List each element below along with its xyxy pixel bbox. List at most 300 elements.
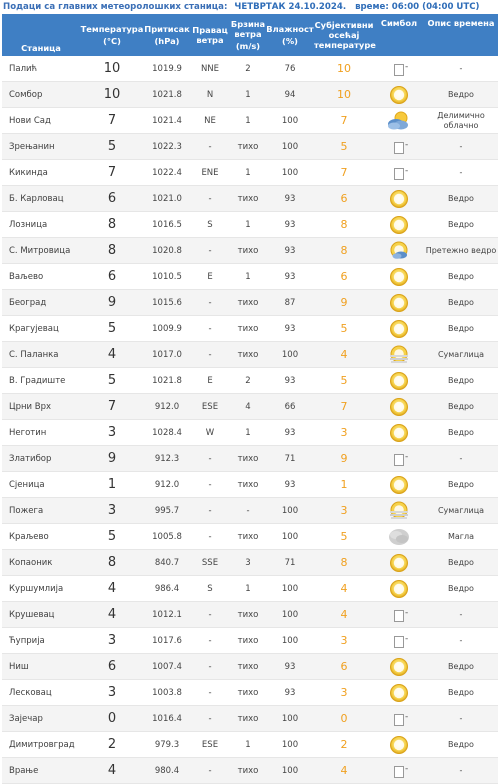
temperature-value: 7 — [80, 394, 144, 420]
table-row — [2, 628, 498, 654]
col-symbol: Симбол — [374, 14, 424, 56]
sun-icon — [388, 584, 410, 594]
wind-speed-value: тихо — [230, 602, 266, 628]
weather-symbol-cell — [374, 680, 424, 706]
pressure-value: 1021.8 — [144, 368, 190, 394]
station-name: Златибор — [2, 446, 80, 472]
temperature-value: 8 — [80, 550, 144, 576]
weather-symbol-cell — [374, 706, 424, 732]
feels-like-value: 4 — [314, 758, 374, 784]
humidity-value: 100 — [266, 628, 314, 654]
pressure-value: 1021.0 — [144, 186, 190, 212]
wind-speed-value: тихо — [230, 758, 266, 784]
sun-icon — [388, 272, 410, 282]
wind-speed-value: тихо — [230, 134, 266, 160]
humidity-value: 93 — [266, 654, 314, 680]
broken-image-icon — [393, 142, 405, 152]
col-humidity: Влажност (%) — [266, 14, 314, 56]
mostly-sunny-icon — [388, 246, 410, 256]
humidity-value: 100 — [266, 108, 314, 134]
pressure-value: 1019.9 — [144, 56, 190, 82]
feels-like-value: 7 — [314, 160, 374, 186]
weather-symbol-cell — [374, 108, 424, 134]
pressure-value: 1012.1 — [144, 602, 190, 628]
wind-speed-value: тихо — [230, 654, 266, 680]
wind-speed-value: тихо — [230, 186, 266, 212]
table-header-row — [2, 14, 498, 56]
wind-direction-value: - — [190, 706, 230, 732]
weather-symbol-cell — [374, 316, 424, 342]
station-name: Сјеница — [2, 472, 80, 498]
fog-icon — [388, 532, 410, 542]
weather-description: Сумаглица — [424, 342, 498, 368]
weather-symbol-cell — [374, 82, 424, 108]
wind-direction-value: - — [190, 654, 230, 680]
weather-symbol-cell — [374, 420, 424, 446]
wind-direction-value: - — [190, 602, 230, 628]
station-name: Пожега — [2, 498, 80, 524]
wind-direction-value: - — [190, 342, 230, 368]
pressure-value: 1016.4 — [144, 706, 190, 732]
weather-symbol-cell — [374, 290, 424, 316]
wind-direction-value: E — [190, 368, 230, 394]
humidity-value: 93 — [266, 316, 314, 342]
wind-speed-value: тихо — [230, 316, 266, 342]
haze-icon — [388, 506, 410, 516]
weather-description: Ведро — [424, 290, 498, 316]
table-row — [2, 732, 498, 758]
wind-speed-value: 1 — [230, 160, 266, 186]
weather-symbol-cell — [374, 238, 424, 264]
sun-icon — [388, 480, 410, 490]
table-row — [2, 654, 498, 680]
weather-symbol-cell — [374, 498, 424, 524]
humidity-value: 93 — [266, 212, 314, 238]
weather-symbol-cell — [374, 160, 424, 186]
wind-direction-value: - — [190, 628, 230, 654]
feels-like-value: 3 — [314, 680, 374, 706]
caption-date: ЧЕТВРТАК 24.10.2024. — [234, 2, 347, 12]
temperature-value: 4 — [80, 576, 144, 602]
humidity-value: 71 — [266, 446, 314, 472]
weather-symbol-cell — [374, 186, 424, 212]
wind-direction-value: NNE — [190, 56, 230, 82]
pressure-value: 1010.5 — [144, 264, 190, 290]
wind-direction-value: NE — [190, 108, 230, 134]
wind-speed-value: 1 — [230, 82, 266, 108]
weather-symbol-cell — [374, 56, 424, 82]
wind-direction-value: - — [190, 680, 230, 706]
temperature-value: 1 — [80, 472, 144, 498]
station-name: Врање — [2, 758, 80, 784]
broken-image-icon — [393, 610, 405, 620]
table-row — [2, 238, 498, 264]
humidity-value: 100 — [266, 758, 314, 784]
feels-like-value: 5 — [314, 316, 374, 342]
weather-table — [2, 14, 498, 784]
wind-speed-value: 1 — [230, 732, 266, 758]
weather-description: Ведро — [424, 680, 498, 706]
sun-icon — [388, 662, 410, 672]
broken-image-icon — [393, 714, 405, 724]
wind-direction-value: - — [190, 498, 230, 524]
temperature-value: 4 — [80, 758, 144, 784]
wind-speed-value: тихо — [230, 472, 266, 498]
wind-speed-value: тихо — [230, 342, 266, 368]
feels-like-value: 0 — [314, 706, 374, 732]
weather-symbol-cell — [374, 576, 424, 602]
weather-symbol-cell — [374, 264, 424, 290]
col-wind-speed: Брзина ветра (m/s) — [230, 14, 266, 56]
partly-cloudy-icon — [386, 116, 412, 126]
table-row — [2, 368, 498, 394]
wind-speed-value: тихо — [230, 628, 266, 654]
station-name: Копаоник — [2, 550, 80, 576]
table-row — [2, 264, 498, 290]
humidity-value: 76 — [266, 56, 314, 82]
weather-description: Делимично облачно — [424, 108, 498, 134]
wind-direction-value: S — [190, 576, 230, 602]
temperature-value: 5 — [80, 316, 144, 342]
weather-description: Ведро — [424, 732, 498, 758]
wind-direction-value: ESE — [190, 394, 230, 420]
weather-description: Сумаглица — [424, 498, 498, 524]
broken-image-icon — [393, 636, 405, 646]
humidity-value: 93 — [266, 472, 314, 498]
station-name: Б. Карловац — [2, 186, 80, 212]
temperature-value: 10 — [80, 56, 144, 82]
broken-image-icon — [393, 168, 405, 178]
temperature-value: 9 — [80, 290, 144, 316]
feels-like-value: 8 — [314, 212, 374, 238]
pressure-value: 1020.8 — [144, 238, 190, 264]
weather-description: - — [424, 56, 498, 82]
station-name: Кикинда — [2, 160, 80, 186]
weather-description: Ведро — [424, 420, 498, 446]
humidity-value: 71 — [266, 550, 314, 576]
feels-like-value: 9 — [314, 446, 374, 472]
sun-icon — [388, 90, 410, 100]
sun-icon — [388, 324, 410, 334]
table-row — [2, 758, 498, 784]
wind-speed-value: 1 — [230, 264, 266, 290]
wind-speed-value: - — [230, 498, 266, 524]
station-name: Краљево — [2, 524, 80, 550]
col-description: Опис времена — [424, 14, 498, 56]
temperature-value: 3 — [80, 420, 144, 446]
feels-like-value: 5 — [314, 524, 374, 550]
wind-direction-value: S — [190, 212, 230, 238]
station-name: Лесковац — [2, 680, 80, 706]
wind-direction-value: W — [190, 420, 230, 446]
weather-symbol-cell — [374, 446, 424, 472]
sun-icon — [388, 428, 410, 438]
table-row — [2, 472, 498, 498]
pressure-value: 1009.9 — [144, 316, 190, 342]
wind-direction-value: ESE — [190, 732, 230, 758]
weather-description: Ведро — [424, 316, 498, 342]
feels-like-value: 10 — [314, 56, 374, 82]
wind-direction-value: - — [190, 186, 230, 212]
broken-image-icon — [393, 766, 405, 776]
feels-like-value: 7 — [314, 394, 374, 420]
feels-like-value: 3 — [314, 628, 374, 654]
table-row — [2, 186, 498, 212]
humidity-value: 100 — [266, 576, 314, 602]
feels-like-value: 1 — [314, 472, 374, 498]
station-name: Зајечар — [2, 706, 80, 732]
weather-symbol-cell — [374, 342, 424, 368]
humidity-value: 93 — [266, 368, 314, 394]
humidity-value: 93 — [266, 420, 314, 446]
pressure-value: 912.0 — [144, 394, 190, 420]
weather-description: - — [424, 160, 498, 186]
pressure-value: 1005.8 — [144, 524, 190, 550]
wind-speed-value: тихо — [230, 446, 266, 472]
caption — [0, 0, 501, 14]
humidity-value: 93 — [266, 680, 314, 706]
sun-icon — [388, 298, 410, 308]
weather-description: Ведро — [424, 368, 498, 394]
feels-like-value: 4 — [314, 602, 374, 628]
wind-direction-value: - — [190, 524, 230, 550]
temperature-value: 2 — [80, 732, 144, 758]
temperature-value: 9 — [80, 446, 144, 472]
temperature-value: 3 — [80, 498, 144, 524]
weather-description: - — [424, 758, 498, 784]
pressure-value: 979.3 — [144, 732, 190, 758]
humidity-value: 100 — [266, 160, 314, 186]
pressure-value: 980.4 — [144, 758, 190, 784]
station-name: Палић — [2, 56, 80, 82]
weather-description: Ведро — [424, 550, 498, 576]
wind-direction-value: N — [190, 82, 230, 108]
humidity-value: 94 — [266, 82, 314, 108]
pressure-value: 986.4 — [144, 576, 190, 602]
caption-time: време: 06:00 (04:00 UTC) — [355, 2, 480, 12]
sun-icon — [388, 558, 410, 568]
wind-speed-value: тихо — [230, 680, 266, 706]
weather-description: - — [424, 706, 498, 732]
station-name: С. Паланка — [2, 342, 80, 368]
humidity-value: 87 — [266, 290, 314, 316]
haze-icon — [388, 350, 410, 360]
temperature-value: 3 — [80, 680, 144, 706]
weather-symbol-cell — [374, 394, 424, 420]
pressure-value: 1017.0 — [144, 342, 190, 368]
weather-description: Ведро — [424, 212, 498, 238]
station-name: Нови Сад — [2, 108, 80, 134]
feels-like-value: 3 — [314, 420, 374, 446]
weather-description: Ведро — [424, 576, 498, 602]
temperature-value: 0 — [80, 706, 144, 732]
wind-speed-value: 1 — [230, 576, 266, 602]
humidity-value: 66 — [266, 394, 314, 420]
humidity-value: 100 — [266, 524, 314, 550]
wind-speed-value: тихо — [230, 290, 266, 316]
table-row — [2, 134, 498, 160]
wind-direction-value: - — [190, 238, 230, 264]
feels-like-value: 5 — [314, 368, 374, 394]
weather-description: - — [424, 628, 498, 654]
weather-description: Ведро — [424, 394, 498, 420]
weather-description: Ведро — [424, 82, 498, 108]
station-name: Београд — [2, 290, 80, 316]
wind-speed-value: 1 — [230, 212, 266, 238]
station-name: Неготин — [2, 420, 80, 446]
station-name: Димитровград — [2, 732, 80, 758]
temperature-value: 10 — [80, 82, 144, 108]
sun-icon — [388, 220, 410, 230]
weather-description: - — [424, 134, 498, 160]
weather-description: Ведро — [424, 654, 498, 680]
feels-like-value: 9 — [314, 290, 374, 316]
station-name: С. Митровица — [2, 238, 80, 264]
pressure-value: 995.7 — [144, 498, 190, 524]
broken-image-icon — [393, 64, 405, 74]
station-name: Ћуприја — [2, 628, 80, 654]
wind-direction-value: SSE — [190, 550, 230, 576]
feels-like-value: 5 — [314, 134, 374, 160]
pressure-value: 1022.4 — [144, 160, 190, 186]
wind-speed-value: 3 — [230, 550, 266, 576]
col-wind-dir: Правац ветра — [190, 14, 230, 56]
table-row — [2, 576, 498, 602]
temperature-value: 6 — [80, 654, 144, 680]
temperature-value: 5 — [80, 524, 144, 550]
humidity-value: 93 — [266, 238, 314, 264]
wind-direction-value: - — [190, 134, 230, 160]
feels-like-value: 4 — [314, 576, 374, 602]
wind-speed-value: 1 — [230, 108, 266, 134]
weather-description: - — [424, 446, 498, 472]
station-name: В. Градиште — [2, 368, 80, 394]
weather-symbol-cell — [374, 368, 424, 394]
feels-like-value: 6 — [314, 264, 374, 290]
temperature-value: 8 — [80, 212, 144, 238]
humidity-value: 100 — [266, 134, 314, 160]
col-temp: Температура (°C) — [80, 14, 144, 56]
pressure-value: 1021.8 — [144, 82, 190, 108]
feels-like-value: 4 — [314, 342, 374, 368]
table-row — [2, 550, 498, 576]
table-body — [2, 56, 498, 784]
temperature-value: 3 — [80, 628, 144, 654]
table-row — [2, 420, 498, 446]
caption-title: Подаци са главних метеоролошких станица: — [3, 2, 228, 12]
table-row — [2, 108, 498, 134]
feels-like-value: 8 — [314, 550, 374, 576]
temperature-value: 4 — [80, 342, 144, 368]
pressure-value: 912.0 — [144, 472, 190, 498]
feels-like-value: 6 — [314, 654, 374, 680]
weather-description: Магла — [424, 524, 498, 550]
humidity-value: 100 — [266, 602, 314, 628]
feels-like-value: 3 — [314, 498, 374, 524]
wind-direction-value: - — [190, 758, 230, 784]
wind-direction-value: E — [190, 264, 230, 290]
sun-icon — [388, 740, 410, 750]
station-name: Лозница — [2, 212, 80, 238]
temperature-value: 7 — [80, 108, 144, 134]
table-row — [2, 290, 498, 316]
table-row — [2, 498, 498, 524]
wind-speed-value: тихо — [230, 238, 266, 264]
feels-like-value: 2 — [314, 732, 374, 758]
wind-speed-value: 4 — [230, 394, 266, 420]
pressure-value: 1028.4 — [144, 420, 190, 446]
feels-like-value: 8 — [314, 238, 374, 264]
col-pressure: Притисак (hPa) — [144, 14, 190, 56]
table-row — [2, 82, 498, 108]
sun-icon — [388, 402, 410, 412]
wind-speed-value: тихо — [230, 524, 266, 550]
weather-symbol-cell — [374, 602, 424, 628]
weather-symbol-cell — [374, 472, 424, 498]
weather-description: Ведро — [424, 186, 498, 212]
table-row — [2, 160, 498, 186]
sun-icon — [388, 376, 410, 386]
wind-speed-value: 2 — [230, 368, 266, 394]
pressure-value: 1021.4 — [144, 108, 190, 134]
weather-symbol-cell — [374, 628, 424, 654]
station-name: Црни Врх — [2, 394, 80, 420]
broken-image-icon — [393, 454, 405, 464]
station-name: Крушевац — [2, 602, 80, 628]
table-row — [2, 212, 498, 238]
temperature-value: 5 — [80, 134, 144, 160]
table-row — [2, 446, 498, 472]
humidity-value: 100 — [266, 732, 314, 758]
sun-icon — [388, 688, 410, 698]
table-row — [2, 342, 498, 368]
humidity-value: 93 — [266, 264, 314, 290]
wind-speed-value: тихо — [230, 706, 266, 732]
weather-symbol-cell — [374, 654, 424, 680]
table-row — [2, 602, 498, 628]
humidity-value: 100 — [266, 342, 314, 368]
wind-speed-value: 1 — [230, 420, 266, 446]
feels-like-value: 6 — [314, 186, 374, 212]
station-name: Ваљево — [2, 264, 80, 290]
pressure-value: 1015.6 — [144, 290, 190, 316]
pressure-value: 840.7 — [144, 550, 190, 576]
temperature-value: 6 — [80, 264, 144, 290]
table-row — [2, 524, 498, 550]
wind-direction-value: - — [190, 290, 230, 316]
pressure-value: 1007.4 — [144, 654, 190, 680]
humidity-value: 93 — [266, 186, 314, 212]
station-name: Ниш — [2, 654, 80, 680]
weather-symbol-cell — [374, 212, 424, 238]
station-name: Крагујевац — [2, 316, 80, 342]
wind-direction-value: ENE — [190, 160, 230, 186]
temperature-value: 7 — [80, 160, 144, 186]
col-station: Станица — [2, 14, 80, 56]
wind-direction-value: - — [190, 316, 230, 342]
table-row — [2, 394, 498, 420]
sun-icon — [388, 194, 410, 204]
pressure-value: 1003.8 — [144, 680, 190, 706]
wind-direction-value: - — [190, 472, 230, 498]
weather-symbol-cell — [374, 758, 424, 784]
table-row — [2, 706, 498, 732]
temperature-value: 6 — [80, 186, 144, 212]
weather-description: Претежно ведро — [424, 238, 498, 264]
weather-description: Ведро — [424, 264, 498, 290]
weather-symbol-cell — [374, 524, 424, 550]
weather-symbol-cell — [374, 550, 424, 576]
